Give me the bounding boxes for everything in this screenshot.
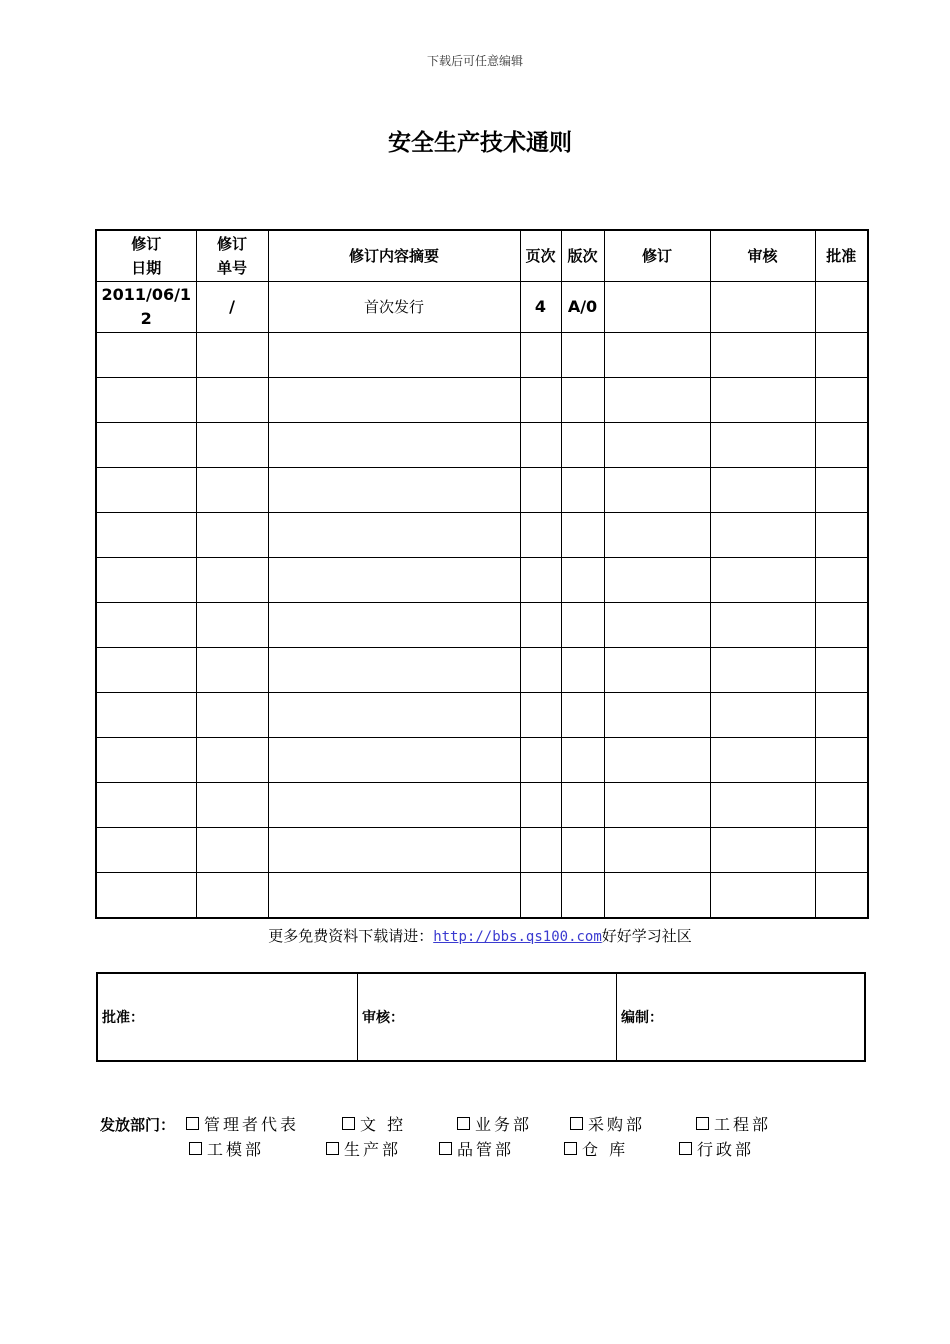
empty-cell <box>196 873 268 919</box>
empty-cell <box>268 423 520 468</box>
header-revision-date: 修订 日期 <box>96 230 196 282</box>
empty-cell <box>196 423 268 468</box>
empty-cell <box>268 693 520 738</box>
empty-cell <box>710 378 815 423</box>
checkbox-engineering-dept[interactable]: 工程部 <box>696 1112 771 1135</box>
empty-cell <box>520 828 561 873</box>
empty-cell <box>604 783 710 828</box>
empty-cell <box>196 693 268 738</box>
empty-cell <box>96 828 196 873</box>
table-header-row <box>96 230 868 282</box>
cell-page: 4 <box>520 282 561 333</box>
more-resources-line <box>0 925 950 946</box>
empty-cell <box>604 333 710 378</box>
empty-cell <box>96 648 196 693</box>
cell-revise <box>604 282 710 333</box>
empty-cell <box>604 603 710 648</box>
revision-table <box>95 229 869 919</box>
document-title: 安全生产技术通则 <box>388 130 572 156</box>
header-revision-number: 修订 单号 <box>196 230 268 282</box>
empty-cell <box>604 828 710 873</box>
empty-cell <box>268 378 520 423</box>
empty-cell <box>196 828 268 873</box>
empty-cell <box>268 558 520 603</box>
empty-cell <box>196 468 268 513</box>
empty-cell <box>96 378 196 423</box>
empty-cell <box>710 783 815 828</box>
table-row <box>96 282 868 333</box>
table-row <box>96 378 868 423</box>
empty-cell <box>710 603 815 648</box>
checkbox-business-dept[interactable]: 业务部 <box>457 1112 532 1135</box>
empty-cell <box>604 558 710 603</box>
empty-cell <box>96 873 196 919</box>
empty-cell <box>268 648 520 693</box>
empty-cell <box>196 783 268 828</box>
empty-cell <box>96 693 196 738</box>
cell-number: / <box>196 282 268 333</box>
checkbox-admin-dept[interactable]: 行政部 <box>679 1137 754 1160</box>
empty-cell <box>96 783 196 828</box>
checkbox-purchasing-dept[interactable]: 采购部 <box>570 1112 645 1135</box>
table-row <box>96 783 868 828</box>
review-label: 审核： <box>362 1010 404 1026</box>
empty-cell <box>96 603 196 648</box>
approve-label: 批准： <box>102 1010 144 1026</box>
checkbox-warehouse[interactable]: 仓 库 <box>564 1137 628 1160</box>
empty-cell <box>710 558 815 603</box>
empty-cell <box>815 423 868 468</box>
checkbox-icon <box>564 1142 577 1155</box>
empty-cell <box>96 423 196 468</box>
empty-cell <box>268 783 520 828</box>
checkbox-production-dept[interactable]: 生产部 <box>326 1137 401 1160</box>
prepare-signature-cell[interactable] <box>617 974 864 1060</box>
empty-cell <box>520 648 561 693</box>
empty-cell <box>561 648 604 693</box>
checkbox-icon <box>696 1117 709 1130</box>
table-row <box>96 513 868 558</box>
empty-cell <box>196 603 268 648</box>
empty-cell <box>815 828 868 873</box>
empty-cell <box>561 333 604 378</box>
empty-cell <box>815 333 868 378</box>
empty-cell <box>520 333 561 378</box>
empty-cell <box>520 693 561 738</box>
empty-cell <box>196 333 268 378</box>
empty-cell <box>520 738 561 783</box>
checkbox-icon <box>326 1142 339 1155</box>
empty-cell <box>710 423 815 468</box>
empty-cell <box>710 873 815 919</box>
empty-cell <box>520 423 561 468</box>
cell-approve <box>815 282 868 333</box>
checkbox-mold-dept[interactable]: 工模部 <box>189 1137 264 1160</box>
empty-cell <box>604 873 710 919</box>
checkbox-icon <box>679 1142 692 1155</box>
empty-cell <box>710 828 815 873</box>
empty-cell <box>268 873 520 919</box>
cell-version: A/0 <box>561 282 604 333</box>
empty-cell <box>561 603 604 648</box>
header-version: 版次 <box>561 230 604 282</box>
checkbox-icon <box>342 1117 355 1130</box>
empty-cell <box>520 378 561 423</box>
table-row <box>96 828 868 873</box>
resource-link[interactable]: http://bbs.qs100.com <box>433 929 602 945</box>
empty-cell <box>815 693 868 738</box>
top-note: 下载后可任意编辑 <box>426 54 523 68</box>
prepare-label: 编制： <box>621 1010 663 1026</box>
empty-cell <box>268 468 520 513</box>
empty-cell <box>196 738 268 783</box>
empty-cell <box>520 468 561 513</box>
empty-cell <box>268 603 520 648</box>
empty-cell <box>196 378 268 423</box>
empty-cell <box>196 558 268 603</box>
empty-cell <box>815 873 868 919</box>
empty-cell <box>815 783 868 828</box>
approve-signature-cell[interactable] <box>98 974 358 1060</box>
empty-cell <box>604 738 710 783</box>
more-prefix: 更多免费资料下载请进： <box>268 927 434 945</box>
checkbox-icon <box>186 1117 199 1130</box>
checkbox-management-rep[interactable]: 管理者代表 <box>186 1112 299 1135</box>
empty-cell <box>561 738 604 783</box>
empty-cell <box>268 738 520 783</box>
empty-cell <box>96 558 196 603</box>
checkbox-document-control[interactable]: 文 控 <box>342 1112 406 1135</box>
empty-cell <box>710 693 815 738</box>
checkbox-icon <box>570 1117 583 1130</box>
distribution-label: 发放部门： <box>100 1116 176 1134</box>
table-row <box>96 423 868 468</box>
empty-cell <box>520 783 561 828</box>
checkbox-icon <box>457 1117 470 1130</box>
empty-cell <box>604 693 710 738</box>
empty-cell <box>604 378 710 423</box>
empty-cell <box>710 333 815 378</box>
empty-cell <box>561 513 604 558</box>
empty-cell <box>520 558 561 603</box>
empty-cell <box>710 738 815 783</box>
empty-cell <box>561 558 604 603</box>
empty-cell <box>815 468 868 513</box>
empty-cell <box>268 333 520 378</box>
empty-cell <box>561 378 604 423</box>
cell-review <box>710 282 815 333</box>
table-row <box>96 693 868 738</box>
signature-box <box>96 972 866 1062</box>
empty-cell <box>710 513 815 558</box>
cell-date: 2011/06/1 2 <box>96 282 196 333</box>
header-summary: 修订内容摘要 <box>268 230 520 282</box>
table-row <box>96 603 868 648</box>
empty-cell <box>96 468 196 513</box>
empty-cell <box>604 468 710 513</box>
empty-cell <box>196 513 268 558</box>
header-review: 审核 <box>710 230 815 282</box>
checkbox-quality-dept[interactable]: 品管部 <box>439 1137 514 1160</box>
empty-cell <box>520 603 561 648</box>
empty-cell <box>96 513 196 558</box>
empty-cell <box>561 693 604 738</box>
empty-cell <box>815 648 868 693</box>
cell-summary: 首次发行 <box>268 282 520 333</box>
header-revise: 修订 <box>604 230 710 282</box>
empty-cell <box>815 558 868 603</box>
empty-cell <box>520 873 561 919</box>
empty-cell <box>815 603 868 648</box>
empty-cell <box>604 513 710 558</box>
empty-cell <box>710 648 815 693</box>
empty-cell <box>196 648 268 693</box>
table-row <box>96 333 868 378</box>
empty-cell <box>520 513 561 558</box>
empty-cell <box>561 828 604 873</box>
header-page: 页次 <box>520 230 561 282</box>
empty-cell <box>561 468 604 513</box>
table-row <box>96 648 868 693</box>
empty-cell <box>604 423 710 468</box>
more-suffix: 好好学习社区 <box>601 927 692 945</box>
empty-cell <box>561 423 604 468</box>
empty-cell <box>815 513 868 558</box>
header-approve: 批准 <box>815 230 868 282</box>
table-row <box>96 558 868 603</box>
empty-cell <box>604 648 710 693</box>
table-row <box>96 468 868 513</box>
review-signature-cell[interactable] <box>358 974 617 1060</box>
empty-cell <box>268 828 520 873</box>
empty-cell <box>268 513 520 558</box>
empty-cell <box>96 738 196 783</box>
table-row <box>96 873 868 919</box>
empty-cell <box>96 333 196 378</box>
empty-cell <box>815 378 868 423</box>
table-row <box>96 738 868 783</box>
empty-cell <box>561 783 604 828</box>
checkbox-icon <box>439 1142 452 1155</box>
empty-cell <box>710 468 815 513</box>
empty-cell <box>815 738 868 783</box>
checkbox-icon <box>189 1142 202 1155</box>
empty-cell <box>561 873 604 919</box>
